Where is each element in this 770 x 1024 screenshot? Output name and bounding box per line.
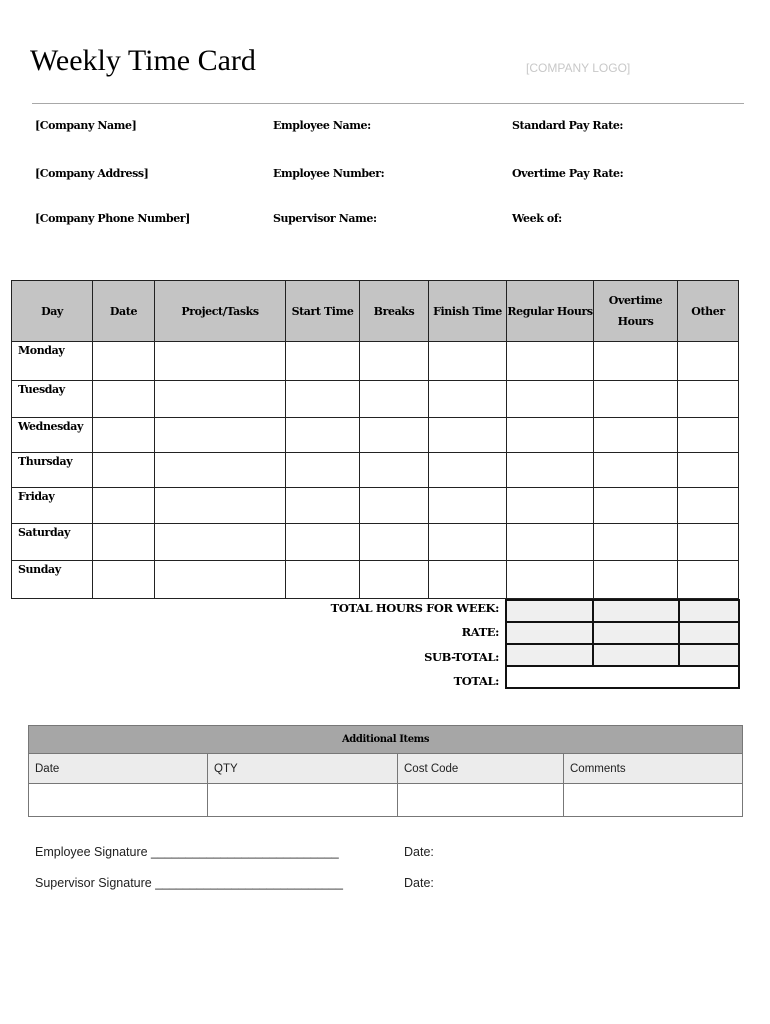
column-header-project-tasks: Project/Tasks (155, 281, 286, 342)
total-hours-row (506, 600, 739, 622)
input-cell[interactable] (360, 453, 429, 488)
day-cell-monday: Monday (12, 342, 93, 381)
company-address-label: [Company Address] (35, 167, 149, 180)
additional-column-qty: QTY (208, 754, 398, 784)
input-cell[interactable] (678, 524, 739, 561)
regular-rate-cell[interactable] (506, 622, 593, 644)
subtotal-label: SUB-TOTAL: (424, 650, 499, 664)
input-cell[interactable] (93, 561, 155, 599)
additional-items-title-row (29, 726, 743, 754)
rate-row (506, 622, 739, 644)
input-cell[interactable] (429, 381, 507, 418)
input-cell[interactable] (286, 561, 360, 599)
total-overtime-hours-cell[interactable] (593, 600, 679, 622)
column-header-date: Date (93, 281, 155, 342)
input-cell[interactable] (155, 342, 286, 381)
input-cell[interactable] (594, 418, 678, 453)
input-cell[interactable] (594, 561, 678, 599)
timesheet-table (11, 280, 739, 599)
input-cell[interactable] (398, 784, 564, 817)
input-cell[interactable] (594, 342, 678, 381)
day-cell-sunday: Sunday (12, 561, 93, 599)
additional-items-header-row (29, 754, 743, 784)
input-cell[interactable] (429, 418, 507, 453)
table-row (12, 524, 739, 561)
company-name-label: [Company Name] (35, 119, 137, 132)
input-cell[interactable] (360, 488, 429, 524)
input-cell[interactable] (286, 342, 360, 381)
table-row (12, 418, 739, 453)
overtime-rate-cell[interactable] (593, 622, 679, 644)
input-cell[interactable] (594, 524, 678, 561)
total-regular-hours-cell[interactable] (506, 600, 593, 622)
input-cell[interactable] (360, 381, 429, 418)
additional-items-title: Additional Items (29, 726, 743, 754)
input-cell[interactable] (429, 342, 507, 381)
standard-pay-rate-label: Standard Pay Rate: (512, 119, 624, 132)
week-of-label: Week of: (512, 212, 562, 225)
input-cell[interactable] (93, 453, 155, 488)
employee-name-label: Employee Name: (273, 119, 371, 132)
input-cell[interactable] (564, 784, 743, 817)
column-header-finish-time: Finish Time (429, 281, 507, 342)
header-divider (32, 103, 744, 104)
grand-total-cell[interactable] (506, 666, 739, 688)
other-subtotal-cell[interactable] (679, 644, 739, 666)
input-cell[interactable] (429, 488, 507, 524)
table-row (29, 784, 743, 817)
input-cell[interactable] (286, 453, 360, 488)
input-cell[interactable] (155, 561, 286, 599)
input-cell[interactable] (678, 342, 739, 381)
other-rate-cell[interactable] (679, 622, 739, 644)
rate-label: RATE: (461, 625, 499, 639)
column-header-other: Other (678, 281, 739, 342)
employee-number-label: Employee Number: (273, 167, 385, 180)
additional-column-date: Date (29, 754, 208, 784)
additional-items-table (28, 725, 743, 817)
input-cell[interactable] (360, 561, 429, 599)
overtime-pay-rate-label: Overtime Pay Rate: (512, 167, 624, 180)
table-row (12, 488, 739, 524)
input-cell[interactable] (507, 524, 594, 561)
total-other-hours-cell[interactable] (679, 600, 739, 622)
company-phone-label: [Company Phone Number] (35, 212, 190, 225)
column-header-day: Day (12, 281, 93, 342)
column-header-breaks: Breaks (360, 281, 429, 342)
table-row (12, 561, 739, 599)
table-row (12, 381, 739, 418)
input-cell[interactable] (429, 453, 507, 488)
day-cell-friday: Friday (12, 488, 93, 524)
supervisor-name-label: Supervisor Name: (273, 212, 377, 225)
input-cell[interactable] (507, 561, 594, 599)
input-cell[interactable] (429, 524, 507, 561)
regular-subtotal-cell[interactable] (506, 644, 593, 666)
additional-column-comments: Comments (564, 754, 743, 784)
day-cell-wednesday: Wednesday (12, 418, 93, 453)
input-cell[interactable] (93, 381, 155, 418)
total-row (506, 666, 739, 688)
input-cell[interactable] (29, 784, 208, 817)
day-cell-saturday: Saturday (12, 524, 93, 561)
input-cell[interactable] (93, 342, 155, 381)
input-cell[interactable] (594, 488, 678, 524)
input-cell[interactable] (360, 418, 429, 453)
input-cell[interactable] (155, 488, 286, 524)
input-cell[interactable] (678, 453, 739, 488)
employee-signature-date-label: Date: (404, 845, 434, 859)
page-title: Weekly Time Card (30, 44, 256, 77)
input-cell[interactable] (93, 418, 155, 453)
input-cell[interactable] (360, 342, 429, 381)
overtime-subtotal-cell[interactable] (593, 644, 679, 666)
subtotal-row (506, 644, 739, 666)
input-cell[interactable] (208, 784, 398, 817)
table-row (12, 453, 739, 488)
input-cell[interactable] (507, 381, 594, 418)
additional-column-cost-code: Cost Code (398, 754, 564, 784)
input-cell[interactable] (507, 418, 594, 453)
input-cell[interactable] (155, 381, 286, 418)
table-row (12, 342, 739, 381)
input-cell[interactable] (286, 418, 360, 453)
total-hours-label: TOTAL HOURS FOR WEEK: (330, 601, 499, 615)
input-cell[interactable] (155, 453, 286, 488)
input-cell[interactable] (678, 418, 739, 453)
timesheet-header-row (12, 281, 739, 342)
supervisor-signature-line[interactable]: Supervisor Signature ___________________________ (35, 876, 343, 890)
input-cell[interactable] (678, 488, 739, 524)
day-cell-thursday: Thursday (12, 453, 93, 488)
input-cell[interactable] (678, 561, 739, 599)
input-cell[interactable] (155, 418, 286, 453)
totals-table (505, 599, 740, 689)
input-cell[interactable] (507, 488, 594, 524)
input-cell[interactable] (93, 524, 155, 561)
input-cell[interactable] (286, 524, 360, 561)
supervisor-signature-date-label: Date: (404, 876, 434, 890)
input-cell[interactable] (594, 381, 678, 418)
company-logo-placeholder: [COMPANY LOGO] (526, 61, 631, 75)
input-cell[interactable] (286, 381, 360, 418)
input-cell[interactable] (678, 381, 739, 418)
total-label: TOTAL: (453, 674, 499, 688)
input-cell[interactable] (507, 453, 594, 488)
day-cell-tuesday: Tuesday (12, 381, 93, 418)
column-header-start-time: Start Time (286, 281, 360, 342)
input-cell[interactable] (429, 561, 507, 599)
column-header-regular-hours: Regular Hours (507, 281, 594, 342)
employee-signature-line[interactable]: Employee Signature ___________________________ (35, 845, 339, 859)
input-cell[interactable] (155, 524, 286, 561)
input-cell[interactable] (360, 524, 429, 561)
input-cell[interactable] (286, 488, 360, 524)
input-cell[interactable] (93, 488, 155, 524)
input-cell[interactable] (594, 453, 678, 488)
input-cell[interactable] (507, 342, 594, 381)
column-header-overtime-hours: Overtime Hours (594, 281, 678, 342)
